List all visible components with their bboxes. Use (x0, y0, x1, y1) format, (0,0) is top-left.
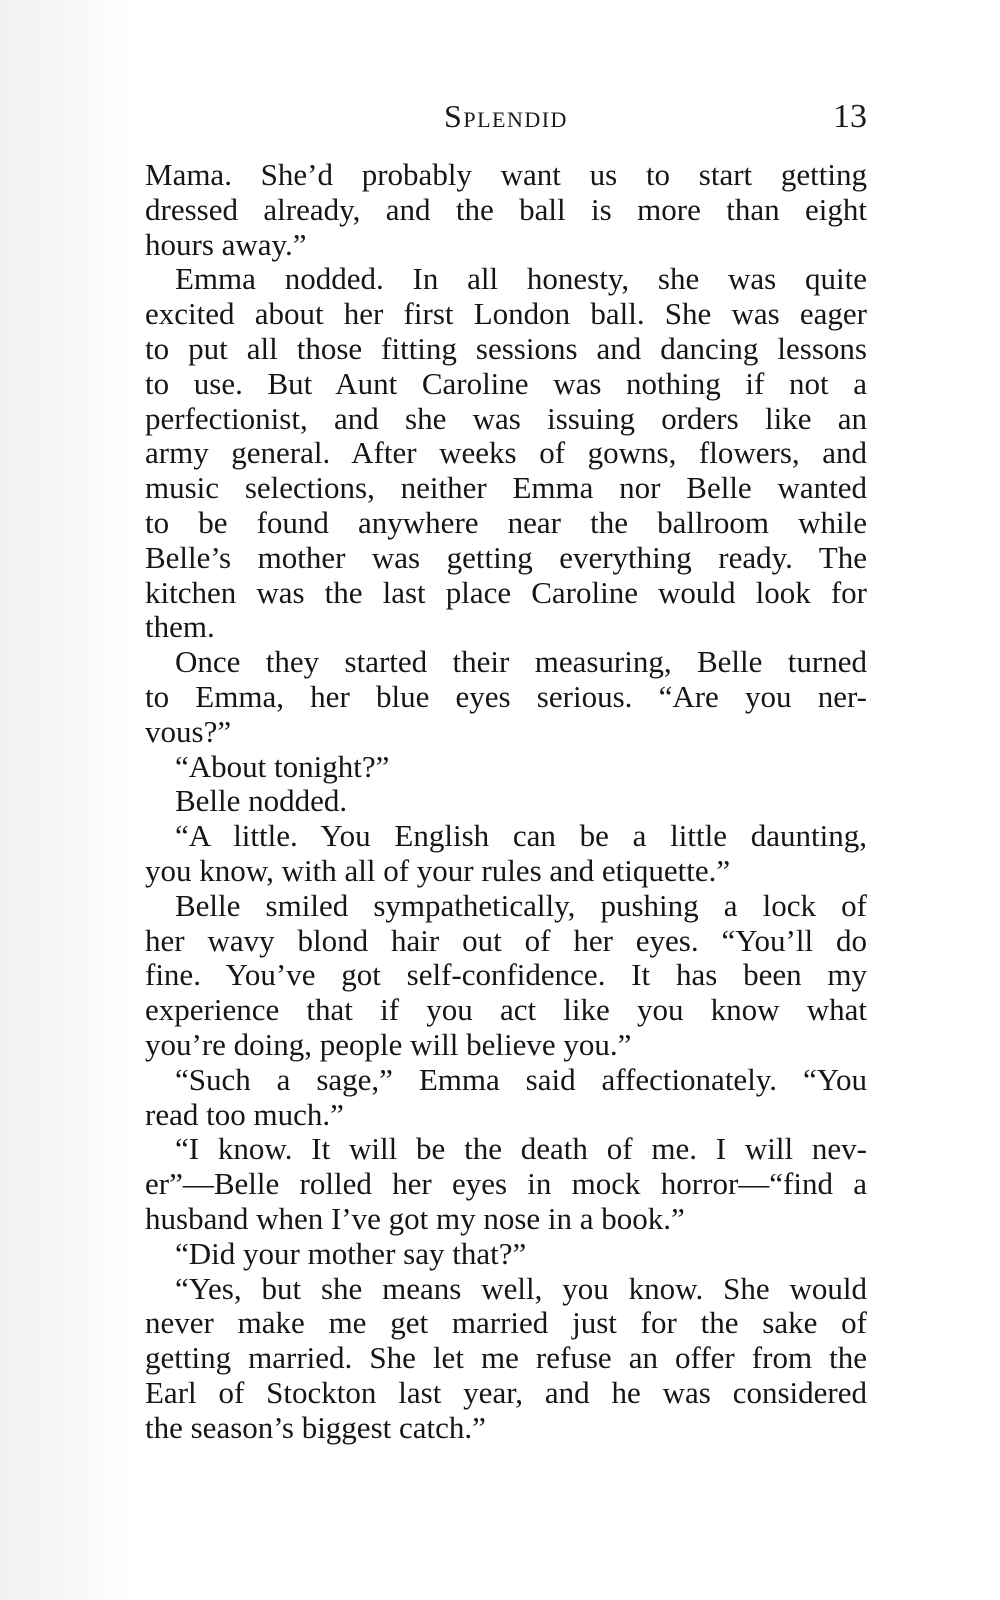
text-line: “Such a sage,” Emma said affectionately. “You (175, 1062, 867, 1097)
text-line: “I know. It will be the death of me. I will nev- (175, 1132, 867, 1167)
text-line: kitchen was the last place Caroline would look for (145, 575, 867, 610)
text-line: music selections, neither Emma nor Belle wanted (145, 471, 867, 506)
text-line: Earl of Stockton last year, and he was considered (145, 1375, 867, 1410)
text-line: dressed already, and the ball is more than eight (145, 192, 867, 227)
text-line: “A little. You English can be a little daunting, (175, 819, 867, 854)
text-line: the season’s biggest catch.” (145, 1410, 486, 1445)
text-line: fine. You’ve got self-confidence. It has been my (145, 958, 867, 993)
text-line: experience that if you act like you know what (145, 993, 867, 1028)
running-head (145, 96, 867, 146)
text-line: her wavy blond hair out of her eyes. “You’ll do (145, 923, 867, 958)
text-line: “Did your mother say that?” (175, 1236, 527, 1271)
text-line: Once they started their measuring, Belle turned (175, 645, 867, 680)
text-line: Belle smiled sympathetically, pushing a lock of (175, 888, 867, 923)
text-line: “Yes, but she means well, you know. She would (175, 1271, 867, 1306)
text-line: Belle’s mother was getting everything ready. The (145, 540, 867, 575)
text-line: to put all those fitting sessions and dancing lessons (145, 331, 867, 366)
text-line: Mama. She’d probably want us to start getting (145, 158, 867, 192)
page-gutter-shadow (0, 0, 130, 1600)
text-line: er”—Belle rolled her eyes in mock horror—“find a (145, 1167, 867, 1202)
text-line: vous?” (145, 714, 232, 749)
text-line: you know, with all of your rules and etiquette.” (145, 853, 731, 888)
book-page (145, 0, 867, 1600)
text-line: army general. After weeks of gowns, flowers, and (145, 436, 867, 471)
text-line: hours away.” (145, 227, 307, 262)
text-line: never make me get married just for the sake of (145, 1306, 867, 1341)
text-line: to use. But Aunt Caroline was nothing if not a (145, 366, 867, 401)
text-line: to Emma, her blue eyes serious. “Are you ner- (145, 679, 867, 714)
text-line: husband when I’ve got my nose in a book.” (145, 1201, 685, 1236)
text-line: getting married. She let me refuse an offer from the (145, 1341, 867, 1376)
body-text (145, 158, 867, 1445)
text-line: “About tonight?” (175, 749, 390, 784)
running-title: Splendid (444, 98, 568, 134)
text-line: them. (145, 610, 215, 645)
text-line: perfectionist, and she was issuing orders like an (145, 401, 867, 436)
text-line: Emma nodded. In all honesty, she was quite (175, 262, 867, 297)
page-number: 13 (833, 98, 867, 135)
text-line: excited about her first London ball. She was eager (145, 297, 867, 332)
text-line: read too much.” (145, 1097, 344, 1132)
text-line: you’re doing, people will believe you.” (145, 1027, 632, 1062)
text-line: to be found anywhere near the ballroom while (145, 505, 867, 540)
text-line: Belle nodded. (175, 784, 348, 819)
